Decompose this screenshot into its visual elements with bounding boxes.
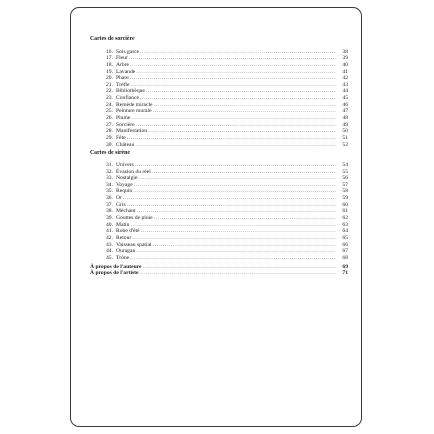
toc-entry[interactable] xyxy=(90,222,348,229)
toc-entry[interactable] xyxy=(90,62,348,69)
entry-number: 37. xyxy=(106,201,113,208)
entry-label: Méchant xyxy=(116,208,136,215)
entry-label: Or xyxy=(116,195,122,202)
entry-number: 24. xyxy=(106,101,113,108)
entry-label: Phare xyxy=(116,75,129,82)
entry-page: 71 xyxy=(342,270,348,277)
entry-page: 40 xyxy=(342,61,348,68)
entry-page: 57 xyxy=(342,181,348,188)
entry-number: 43. xyxy=(106,241,113,248)
entry-label: Fleur xyxy=(116,55,128,62)
entry-label: Remède miracle xyxy=(116,101,153,108)
toc-entry[interactable] xyxy=(90,102,348,109)
entry-number: 30. xyxy=(106,141,113,148)
entry-page: 45 xyxy=(342,95,348,102)
entry-number: 18. xyxy=(106,61,113,68)
toc-entry[interactable] xyxy=(90,69,348,76)
toc-entry[interactable] xyxy=(90,208,348,215)
entry-page: 47 xyxy=(342,108,348,115)
entry-number: 21. xyxy=(106,81,113,88)
entry-number: 25. xyxy=(106,108,113,115)
entry-page: 69 xyxy=(342,263,348,270)
toc-entry[interactable] xyxy=(90,108,348,115)
entry-number: 41. xyxy=(106,228,113,235)
entry-label: Ouragan xyxy=(116,248,136,255)
entry-label: Gouttes de pluie xyxy=(116,215,153,222)
entry-number: 16. xyxy=(106,48,113,55)
entry-label: Retour xyxy=(116,234,132,241)
entry-page: 38 xyxy=(342,48,348,55)
entry-page: 61 xyxy=(342,208,348,215)
entry-label: Château xyxy=(116,141,135,148)
toc-entry[interactable] xyxy=(90,182,348,189)
entry-page: 54 xyxy=(342,161,348,168)
entry-page: 41 xyxy=(342,68,348,75)
entry-number: 39. xyxy=(106,215,113,222)
entry-number: 45. xyxy=(106,254,113,261)
entry-page: 51 xyxy=(342,134,348,141)
entry-label: Vaisseau spatial xyxy=(116,241,152,248)
entry-label: Trône xyxy=(116,254,130,261)
entry-label: À propos de l'artiste xyxy=(90,270,139,277)
entry-label: Sorcière xyxy=(116,121,135,128)
entry-page: 44 xyxy=(342,88,348,95)
entry-label: Peinture murale xyxy=(116,108,152,115)
entry-label: Sois garce xyxy=(116,48,140,55)
entry-number: 27. xyxy=(106,121,113,128)
table-of-contents xyxy=(90,36,348,277)
section-title-sirene: Cartes de sirène xyxy=(90,150,130,157)
entry-label: Arbre xyxy=(116,61,130,68)
toc-entry[interactable] xyxy=(90,255,348,262)
entry-number: 31. xyxy=(106,161,113,168)
entry-number: 22. xyxy=(106,88,113,95)
entry-page: 39 xyxy=(342,55,348,62)
toc-entry[interactable] xyxy=(90,188,348,195)
section-title-sorciere: Cartes de sorcière xyxy=(90,36,135,42)
toc-entry[interactable] xyxy=(90,115,348,122)
entry-page: 55 xyxy=(342,168,348,175)
toc-entry[interactable] xyxy=(90,128,348,135)
entry-label: Évasion du réel xyxy=(116,168,151,175)
entry-number: 19. xyxy=(106,68,113,75)
toc-entry[interactable] xyxy=(90,169,348,176)
toc-entry[interactable] xyxy=(90,215,348,222)
entry-label: Plume xyxy=(116,115,131,122)
entry-number: 35. xyxy=(106,188,113,195)
toc-entry[interactable] xyxy=(90,195,348,202)
entry-label: Gris xyxy=(116,201,126,208)
entry-number: 36. xyxy=(106,195,113,202)
entry-page: 66 xyxy=(342,241,348,248)
entry-number: 17. xyxy=(106,55,113,62)
toc-entry[interactable] xyxy=(90,142,348,149)
entry-page: 49 xyxy=(342,121,348,128)
dot-leader xyxy=(130,255,336,262)
entry-page: 68 xyxy=(342,254,348,261)
entry-page: 46 xyxy=(342,101,348,108)
entry-page: 59 xyxy=(342,195,348,202)
toc-entry[interactable] xyxy=(90,135,348,142)
section-list-sirene xyxy=(90,162,348,262)
toc-entry[interactable] xyxy=(90,248,348,255)
entry-label: Robe d'été xyxy=(116,228,140,235)
entry-page: 52 xyxy=(342,141,348,148)
entry-number: 40. xyxy=(106,221,113,228)
entry-label: Fête xyxy=(116,134,126,141)
entry-number: 42. xyxy=(106,234,113,241)
dot-leader xyxy=(135,142,336,149)
entry-page: 58 xyxy=(342,188,348,195)
entry-page: 48 xyxy=(342,115,348,122)
entry-label: Matin xyxy=(116,221,130,228)
toc-entry[interactable] xyxy=(90,75,348,82)
toc-entry[interactable] xyxy=(90,95,348,102)
dot-leader xyxy=(140,270,336,277)
entry-number: 44. xyxy=(106,248,113,255)
toc-entry[interactable] xyxy=(90,235,348,242)
entry-page: 42 xyxy=(342,75,348,82)
entry-number: 20. xyxy=(106,75,113,82)
entry-number: 28. xyxy=(106,128,113,135)
entry-page: 65 xyxy=(342,234,348,241)
entry-page: 67 xyxy=(342,248,348,255)
entry-label: Confiance xyxy=(116,95,139,102)
entry-number: 29. xyxy=(106,134,113,141)
entry-label: Bibliothèque xyxy=(116,88,145,95)
toc-entry[interactable] xyxy=(90,49,348,56)
entry-page: 63 xyxy=(342,221,348,228)
entry-page: 62 xyxy=(342,215,348,222)
toc-entry[interactable] xyxy=(90,82,348,89)
entry-page: 56 xyxy=(342,175,348,182)
entry-number: 38. xyxy=(106,208,113,215)
entry-page: 60 xyxy=(342,201,348,208)
entry-page: 64 xyxy=(342,228,348,235)
entry-label: Lavande xyxy=(116,68,136,75)
entry-number: 32. xyxy=(106,168,113,175)
entry-number: 26. xyxy=(106,115,113,122)
toc-entry[interactable] xyxy=(90,242,348,249)
entry-label: Trèfle xyxy=(116,81,130,88)
entry-label: À propos de l'auteure xyxy=(90,263,142,270)
entry-label: Manifestation xyxy=(116,128,148,135)
entry-label: Voyage xyxy=(116,181,133,188)
entry-label: Univers xyxy=(116,161,134,168)
toc-entry[interactable] xyxy=(90,162,348,169)
section-list-sorciere xyxy=(90,49,348,149)
entry-page: 50 xyxy=(342,128,348,135)
entry-number: 34. xyxy=(106,181,113,188)
entry-number: 23. xyxy=(106,95,113,102)
toc-entry[interactable] xyxy=(90,55,348,62)
entry-label: Nostalgie xyxy=(116,175,138,182)
entry-number: 33. xyxy=(106,175,113,182)
entry-label: Requin xyxy=(116,188,133,195)
toc-entry[interactable] xyxy=(90,175,348,182)
toc-entry[interactable] xyxy=(90,202,348,209)
about-section xyxy=(90,264,348,277)
toc-entry-about-artist[interactable] xyxy=(90,270,348,277)
entry-page: 43 xyxy=(342,81,348,88)
toc-entry[interactable] xyxy=(90,228,348,235)
